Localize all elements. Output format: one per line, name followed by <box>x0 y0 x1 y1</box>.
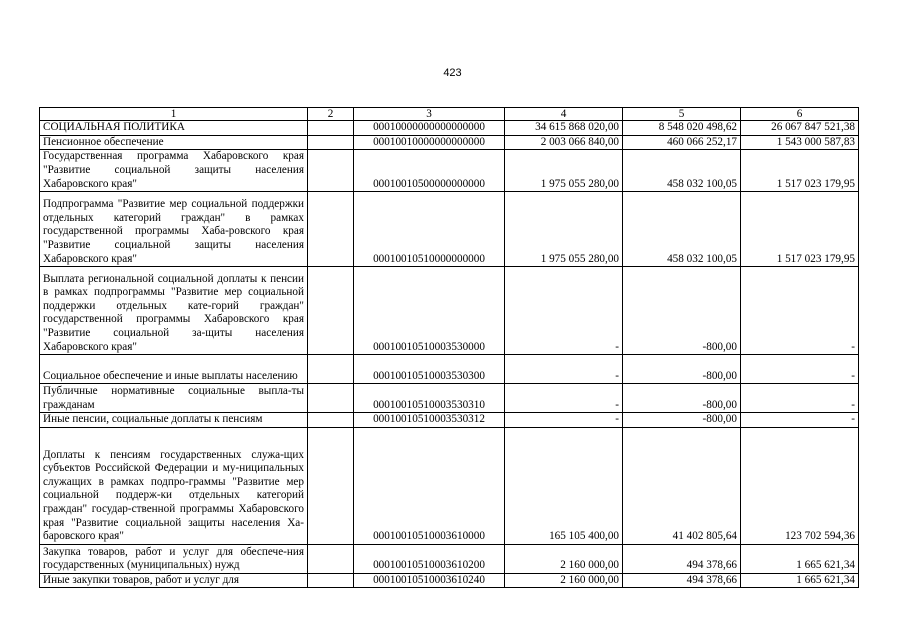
row-value-6: - <box>741 384 859 413</box>
row-value-5: 494 378,66 <box>623 573 741 588</box>
row-col2 <box>308 384 354 413</box>
row-name: Иные пенсии, социальные доплаты к пенсиям <box>40 413 308 428</box>
row-name: Иные закупки товаров, работ и услуг для <box>40 573 308 588</box>
row-value-5: 8 548 020 498,62 <box>623 121 741 136</box>
table-row <box>40 150 859 192</box>
row-value-4: 1 975 055 280,00 <box>505 150 623 192</box>
row-value-4: 2 160 000,00 <box>505 544 623 573</box>
row-code: 00010010510003610200 <box>354 544 505 573</box>
table-row <box>40 355 859 384</box>
header-col-6: 6 <box>741 108 859 121</box>
page-number: 423 <box>443 67 462 79</box>
row-code: 00010010510003530000 <box>354 267 505 355</box>
row-name: СОЦИАЛЬНАЯ ПОЛИТИКА <box>40 121 308 136</box>
row-value-4: 2 160 000,00 <box>505 573 623 588</box>
table-row <box>40 427 859 544</box>
row-value-5: 458 032 100,05 <box>623 150 741 192</box>
row-value-4: - <box>505 355 623 384</box>
row-value-5: 458 032 100,05 <box>623 192 741 267</box>
table-row <box>40 267 859 355</box>
row-code: 00010010500000000000 <box>354 150 505 192</box>
table-row <box>40 413 859 428</box>
table-row <box>40 573 859 588</box>
row-col2 <box>308 267 354 355</box>
row-value-6: 1 665 621,34 <box>741 544 859 573</box>
table-body <box>40 121 859 588</box>
row-value-5: 494 378,66 <box>623 544 741 573</box>
row-name: Доплаты к пенсиям государственных служа-щих субъектов Российской Федерации и му-ниципальных служащих в рамках подпро-граммы "Развитие мер социальной поддерж-ки отдельных категорий граждан" государ-ственной программы Хабаровского края "Развитие социальной защиты населения Ха-баровского края" <box>40 427 308 544</box>
row-value-4: 165 105 400,00 <box>505 427 623 544</box>
row-value-6: 26 067 847 521,38 <box>741 121 859 136</box>
budget-table <box>39 107 859 588</box>
row-name: Закупка товаров, работ и услуг для обеспече-ния государственных (муниципальных) нужд <box>40 544 308 573</box>
row-value-5: -800,00 <box>623 267 741 355</box>
row-code: 00010010510003610000 <box>354 427 505 544</box>
row-col2 <box>308 544 354 573</box>
row-code: 00010000000000000000 <box>354 121 505 136</box>
row-name: Государственная программа Хабаровского края "Развитие социальной защиты населения Хабаровского края" <box>40 150 308 192</box>
table-header <box>40 108 859 121</box>
row-col2 <box>308 121 354 136</box>
row-value-6: 1 517 023 179,95 <box>741 150 859 192</box>
row-value-4: - <box>505 413 623 428</box>
row-name: Социальное обеспечение и иные выплаты населению <box>40 355 308 384</box>
row-value-4: 34 615 868 020,00 <box>505 121 623 136</box>
row-col2 <box>308 135 354 150</box>
table-row <box>40 384 859 413</box>
row-value-5: -800,00 <box>623 355 741 384</box>
row-code: 00010010000000000000 <box>354 135 505 150</box>
row-value-5: -800,00 <box>623 384 741 413</box>
row-value-4: 2 003 066 840,00 <box>505 135 623 150</box>
row-col2 <box>308 427 354 544</box>
row-value-6: - <box>741 267 859 355</box>
table-row <box>40 192 859 267</box>
row-name: Выплата региональной социальной доплаты к пенсии в рамках подпрограммы "Развитие мер социальной поддержки отдельных кате-горий граждан" государственной программы Хабаровского края "Развитие социальной за-щиты населения Хабаровского края" <box>40 267 308 355</box>
row-code: 00010010510003610240 <box>354 573 505 588</box>
row-value-4: - <box>505 384 623 413</box>
table-row <box>40 121 859 136</box>
table-row <box>40 544 859 573</box>
row-col2 <box>308 150 354 192</box>
row-value-5: 41 402 805,64 <box>623 427 741 544</box>
row-value-6: - <box>741 413 859 428</box>
header-col-4: 4 <box>505 108 623 121</box>
row-value-6: 123 702 594,36 <box>741 427 859 544</box>
row-col2 <box>308 573 354 588</box>
header-col-2: 2 <box>308 108 354 121</box>
row-value-6: 1 543 000 587,83 <box>741 135 859 150</box>
row-name: Пенсионное обеспечение <box>40 135 308 150</box>
row-value-5: 460 066 252,17 <box>623 135 741 150</box>
row-col2 <box>308 413 354 428</box>
row-code: 00010010510003530300 <box>354 355 505 384</box>
row-name: Публичные нормативные социальные выпла-ты гражданам <box>40 384 308 413</box>
row-col2 <box>308 355 354 384</box>
row-code: 00010010510003530310 <box>354 384 505 413</box>
header-col-5: 5 <box>623 108 741 121</box>
row-code: 00010010510000000000 <box>354 192 505 267</box>
row-value-4: 1 975 055 280,00 <box>505 192 623 267</box>
row-value-6: - <box>741 355 859 384</box>
row-value-5: -800,00 <box>623 413 741 428</box>
row-name: Подпрограмма "Развитие мер социальной поддержки отдельных категорий граждан" в рамках государственной программы Хаба-ровского края "Развитие социальной защиты населения Хабаровского края" <box>40 192 308 267</box>
row-value-4: - <box>505 267 623 355</box>
header-col-1: 1 <box>40 108 308 121</box>
header-col-3: 3 <box>354 108 505 121</box>
row-value-6: 1 665 621,34 <box>741 573 859 588</box>
row-code: 00010010510003530312 <box>354 413 505 428</box>
row-value-6: 1 517 023 179,95 <box>741 192 859 267</box>
row-col2 <box>308 192 354 267</box>
table-row <box>40 135 859 150</box>
